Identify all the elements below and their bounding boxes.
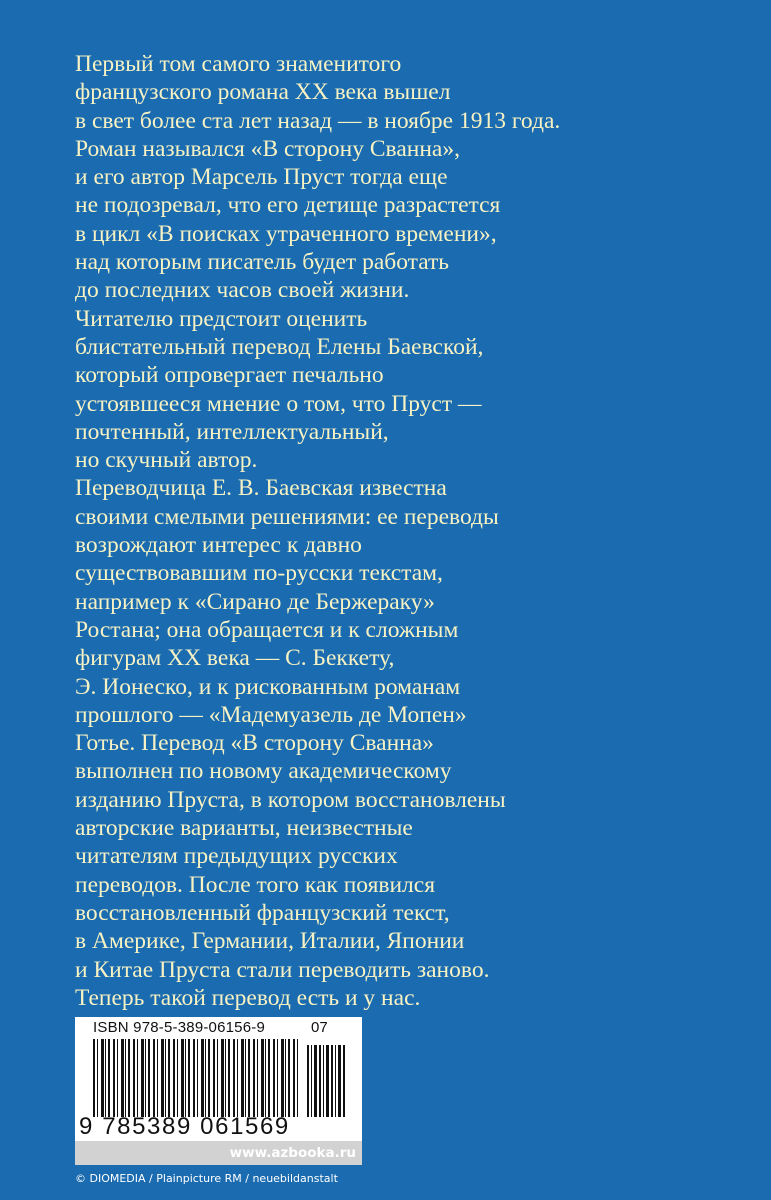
blurb-line: устоявшееся мнение о том, что Пруст — [75, 390, 482, 417]
blurb-line: изданию Пруста, в котором восстановлены [75, 786, 506, 813]
blurb-line: Первый том самого знаменитого [75, 51, 402, 77]
blurb-line: французского романа XX века вышел [75, 79, 451, 106]
blurb-line: Роман назывался «В сторону Сванна», [75, 135, 460, 162]
blurb-line: в цикл «В поисках утраченного времени», [75, 220, 497, 247]
blurb-line: переводов. После того как появился [75, 871, 436, 898]
blurb-line: Ростана; она обращается и к сложным [75, 616, 459, 643]
blurb-line: Теперь такой перевод есть и у нас. [75, 984, 421, 1011]
blurb-line: в свет более ста лет назад — в ноябре 1913 года. [75, 107, 561, 134]
blurb-line: Э. Ионеско, и к рискованным романам [75, 673, 461, 700]
blurb-line: авторские варианты, неизвестные [75, 815, 413, 842]
blurb-line: блистательный перевод Елены Баевской, [75, 333, 484, 360]
barcode-addon-bars [307, 1045, 347, 1117]
isbn-addon-code: 07 [311, 1019, 328, 1036]
blurb-line: например к «Сирано де Бержераку» [75, 588, 435, 615]
blurb-line: не подозревал, что его детище разрастется [75, 192, 501, 219]
isbn-label: ISBN 978-5-389-06156-9 [93, 1019, 266, 1036]
blurb-line: почтенный, интеллектуальный, [75, 418, 389, 445]
ean-digits: 9 785389 061569 [79, 1113, 290, 1140]
blurb-line: возрождают интерес к давно [75, 532, 362, 559]
blurb-line: существовавшим по-русски текстам, [75, 560, 443, 587]
publisher-website: www.azbooka.ru [75, 1141, 362, 1165]
blurb-line: в Америке, Германии, Италии, Японии [75, 928, 465, 955]
blurb-line: своими смелыми решениями: ее переводы [75, 503, 499, 530]
blurb-line: но скучный автор. [75, 447, 258, 474]
blurb-line: выполнен по новому академическому [75, 758, 452, 785]
blurb-line: который опровергает печально [75, 362, 384, 389]
blurb-line: прошлого — «Мадемуазель де Мопен» [75, 701, 467, 728]
photo-credit: © DIOMEDIA / Plainpicture RM / neuebildanstalt [75, 1172, 338, 1185]
blurb-line: восстановленный французский текст, [75, 899, 450, 926]
back-cover-blurb [75, 50, 755, 1012]
blurb-line: Переводчица Е. В. Баевская известна [75, 475, 447, 502]
blurb-line: над которым писатель будет работать [75, 249, 450, 276]
blurb-line: фигурам XX века — С. Беккету, [75, 645, 395, 672]
barcode-box [75, 1017, 362, 1141]
blurb-line: до последних часов своей жизни. [75, 277, 410, 304]
blurb-line: и его автор Марсель Пруст тогда еще [75, 164, 448, 191]
blurb-line: читателям предыдущих русских [75, 843, 398, 870]
blurb-line: Читателю предстоит оценить [75, 305, 368, 332]
barcode-bars [93, 1039, 301, 1117]
blurb-line: Готье. Перевод «В сторону Сванна» [75, 730, 434, 757]
blurb-line: и Китае Пруста стали переводить заново. [75, 956, 490, 983]
